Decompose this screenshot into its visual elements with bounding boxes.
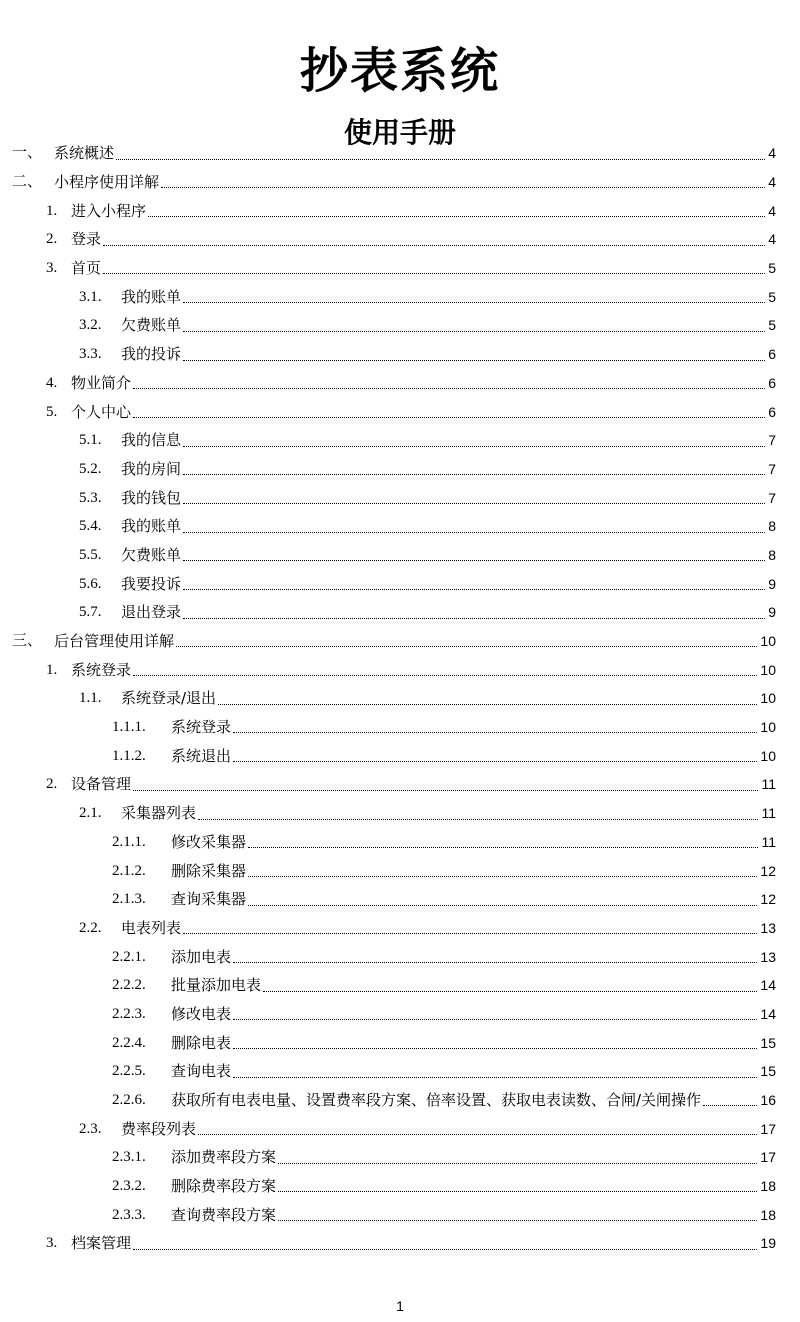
toc-entry-page: 13 xyxy=(760,948,776,965)
toc-entry-label: 系统登录 xyxy=(71,660,132,679)
toc-entry-number: 2.1.3. xyxy=(112,891,146,908)
toc-entry-number: 5.3. xyxy=(79,489,102,506)
toc-entry-page: 11 xyxy=(761,805,776,822)
toc-dot-leader xyxy=(248,905,757,906)
toc-entry-label: 后台管理使用详解 xyxy=(54,632,175,651)
toc-entry[interactable] xyxy=(0,569,800,598)
toc-entry-page: 4 xyxy=(768,145,776,162)
toc-entry[interactable] xyxy=(0,655,800,684)
toc-entry-label: 首页 xyxy=(71,259,102,278)
toc-entry-number: 1.1.1. xyxy=(112,719,146,736)
toc-entry-number: 5. xyxy=(46,403,58,420)
toc-entry-label: 物业简介 xyxy=(71,373,132,392)
document-title: 抄表系统 xyxy=(299,43,500,100)
toc-dot-leader xyxy=(233,1019,757,1020)
toc-entry-number: 一、 xyxy=(12,145,43,162)
toc-entry-label: 添加费率段方案 xyxy=(171,1148,277,1167)
toc-entry[interactable] xyxy=(0,340,800,369)
toc-dot-leader xyxy=(103,245,765,246)
toc-entry-page: 4 xyxy=(768,231,776,248)
toc-dot-leader xyxy=(183,589,765,590)
toc-dot-leader xyxy=(198,819,758,820)
toc-entry-number: 5.6. xyxy=(79,575,102,592)
toc-entry-label: 退出登录 xyxy=(121,603,182,622)
toc-entry-page: 7 xyxy=(768,489,776,506)
toc-entry-page: 10 xyxy=(760,661,776,678)
toc-entry[interactable] xyxy=(0,139,800,168)
toc-dot-leader xyxy=(161,187,765,188)
toc-entry-page: 12 xyxy=(760,891,776,908)
toc-entry-number: 2.1.1. xyxy=(112,833,146,850)
toc-dot-leader xyxy=(198,1134,757,1135)
toc-dot-leader xyxy=(133,675,757,676)
toc-entry[interactable] xyxy=(0,770,800,799)
toc-entry-number: 5.7. xyxy=(79,604,102,621)
toc-entry-number: 三、 xyxy=(12,633,43,650)
toc-entry-number: 4. xyxy=(46,374,58,391)
toc-entry[interactable] xyxy=(0,254,800,283)
toc-dot-leader xyxy=(278,1191,757,1192)
toc-entry-page: 4 xyxy=(768,202,776,219)
toc-entry-page: 8 xyxy=(768,518,776,535)
toc-entry[interactable] xyxy=(0,369,800,398)
toc-entry-label: 我的账单 xyxy=(121,517,182,536)
toc-entry-number: 5.2. xyxy=(79,460,102,477)
toc-dot-leader xyxy=(176,646,757,647)
toc-entry-page: 6 xyxy=(768,403,776,420)
toc-entry[interactable] xyxy=(0,942,800,971)
toc-entry-page: 15 xyxy=(760,1034,776,1051)
toc-entry-label: 个人中心 xyxy=(71,402,132,421)
toc-entry-number: 2.2.4. xyxy=(112,1034,146,1051)
toc-entry[interactable] xyxy=(0,455,800,484)
toc-entry-page: 7 xyxy=(768,460,776,477)
toc-entry-page: 19 xyxy=(760,1235,776,1252)
toc-entry[interactable] xyxy=(0,828,800,857)
toc-dot-leader xyxy=(183,560,765,561)
toc-entry-number: 1.1.2. xyxy=(112,747,146,764)
toc-entry-page: 11 xyxy=(761,833,776,850)
toc-entry-page: 18 xyxy=(760,1206,776,1223)
toc-entry[interactable] xyxy=(0,1200,800,1229)
toc-dot-leader xyxy=(233,732,757,733)
toc-entry-label: 系统登录/退出 xyxy=(121,689,217,708)
toc-dot-leader xyxy=(218,704,757,705)
toc-entry-page: 11 xyxy=(761,776,776,793)
toc-entry-page: 9 xyxy=(768,604,776,621)
toc-entry[interactable] xyxy=(0,512,800,541)
toc-dot-leader xyxy=(248,876,757,877)
toc-entry-label: 我的账单 xyxy=(121,287,182,306)
toc-entry-number: 2.1.2. xyxy=(112,862,146,879)
toc-dot-leader xyxy=(703,1105,757,1106)
toc-entry-number: 5.4. xyxy=(79,518,102,535)
toc-entry[interactable] xyxy=(0,1028,800,1057)
toc-entry[interactable] xyxy=(0,1114,800,1143)
toc-entry-label: 查询采集器 xyxy=(171,890,247,909)
toc-entry[interactable] xyxy=(0,856,800,885)
toc-entry-page: 5 xyxy=(768,260,776,277)
toc-entry-page: 6 xyxy=(768,346,776,363)
toc-entry[interactable] xyxy=(0,885,800,914)
toc-entry-page: 10 xyxy=(760,719,776,736)
toc-entry[interactable] xyxy=(0,1057,800,1086)
toc-entry[interactable] xyxy=(0,168,800,197)
toc-entry-label: 系统概述 xyxy=(54,144,115,163)
toc-entry[interactable] xyxy=(0,541,800,570)
toc-dot-leader xyxy=(183,474,765,475)
toc-entry-number: 2.3.1. xyxy=(112,1149,146,1166)
toc-entry-number: 1.1. xyxy=(79,690,102,707)
toc-entry-number: 5.1. xyxy=(79,432,102,449)
toc-dot-leader xyxy=(248,847,758,848)
toc-entry-page: 14 xyxy=(760,977,776,994)
toc-entry-label: 欠费账单 xyxy=(121,545,182,564)
toc-entry-number: 3. xyxy=(46,1235,58,1252)
toc-entry-number: 1. xyxy=(46,661,58,678)
toc-entry[interactable] xyxy=(0,799,800,828)
toc-entry[interactable] xyxy=(0,627,800,656)
toc-entry[interactable] xyxy=(0,196,800,225)
toc-dot-leader xyxy=(183,446,765,447)
table-of-contents xyxy=(0,139,800,1258)
toc-dot-leader xyxy=(183,302,765,303)
toc-entry-number: 2. xyxy=(46,231,58,248)
toc-dot-leader xyxy=(233,962,757,963)
toc-entry-page: 5 xyxy=(768,317,776,334)
toc-entry-label: 删除电表 xyxy=(171,1033,232,1052)
toc-entry-label: 电表列表 xyxy=(121,918,182,937)
toc-dot-leader xyxy=(133,417,765,418)
toc-entry-number: 2.2.5. xyxy=(112,1063,146,1080)
toc-entry-number: 5.5. xyxy=(79,546,102,563)
toc-dot-leader xyxy=(133,388,765,389)
toc-entry-page: 16 xyxy=(760,1092,776,1109)
toc-entry-page: 9 xyxy=(768,575,776,592)
toc-entry-label: 修改电表 xyxy=(171,1004,232,1023)
toc-dot-leader xyxy=(183,331,765,332)
toc-entry-label: 费率段列表 xyxy=(121,1119,197,1138)
toc-entry[interactable] xyxy=(0,914,800,943)
toc-entry[interactable] xyxy=(0,1143,800,1172)
toc-entry-label: 删除采集器 xyxy=(171,861,247,880)
toc-entry-page: 15 xyxy=(760,1063,776,1080)
toc-entry-page: 10 xyxy=(760,747,776,764)
toc-dot-leader xyxy=(183,532,765,533)
toc-entry-label: 获取所有电表电量、设置费率段方案、倍率设置、获取电表读数、合闸/关闸操作 xyxy=(171,1091,702,1110)
toc-entry-page: 17 xyxy=(760,1149,776,1166)
toc-entry[interactable] xyxy=(0,483,800,512)
toc-entry[interactable] xyxy=(0,1229,800,1258)
toc-entry-page: 14 xyxy=(760,1005,776,1022)
toc-entry[interactable] xyxy=(0,1086,800,1115)
toc-entry-label: 我的信息 xyxy=(121,431,182,450)
toc-entry-label: 添加电表 xyxy=(171,947,232,966)
toc-entry-number: 2.2.1. xyxy=(112,948,146,965)
toc-entry-number: 2.2.3. xyxy=(112,1005,146,1022)
toc-dot-leader xyxy=(183,618,765,619)
toc-entry-label: 批量添加电表 xyxy=(171,976,262,995)
toc-entry[interactable] xyxy=(0,741,800,770)
toc-entry-number: 2. xyxy=(46,776,58,793)
toc-entry-number: 1. xyxy=(46,202,58,219)
toc-entry[interactable] xyxy=(0,397,800,426)
toc-entry-number: 3. xyxy=(46,260,58,277)
toc-entry-label: 删除费率段方案 xyxy=(171,1177,277,1196)
toc-dot-leader xyxy=(148,216,765,217)
toc-entry-label: 系统登录 xyxy=(171,718,232,737)
toc-entry-number: 2.2.6. xyxy=(112,1092,146,1109)
toc-entry-number: 3.2. xyxy=(79,317,102,334)
toc-entry[interactable] xyxy=(0,713,800,742)
toc-entry-label: 我的投诉 xyxy=(121,345,182,364)
toc-entry[interactable] xyxy=(0,1172,800,1201)
toc-entry-page: 10 xyxy=(760,633,776,650)
toc-entry[interactable] xyxy=(0,282,800,311)
toc-entry-label: 我要投诉 xyxy=(121,574,182,593)
toc-entry[interactable] xyxy=(0,598,800,627)
toc-entry[interactable] xyxy=(0,971,800,1000)
toc-entry-page: 18 xyxy=(760,1178,776,1195)
toc-entry-page: 10 xyxy=(760,690,776,707)
toc-dot-leader xyxy=(278,1220,757,1221)
toc-dot-leader xyxy=(233,1077,757,1078)
toc-dot-leader xyxy=(278,1163,757,1164)
toc-entry-number: 3.3. xyxy=(79,346,102,363)
toc-entry-label: 系统退出 xyxy=(171,746,232,765)
toc-dot-leader xyxy=(183,933,757,934)
toc-entry-number: 2.3. xyxy=(79,1120,102,1137)
toc-entry-page: 7 xyxy=(768,432,776,449)
toc-dot-leader xyxy=(133,1249,757,1250)
toc-dot-leader xyxy=(233,1048,757,1049)
toc-entry-number: 2.2.2. xyxy=(112,977,146,994)
toc-entry-label: 进入小程序 xyxy=(71,201,147,220)
toc-entry-page: 12 xyxy=(760,862,776,879)
toc-entry-page: 6 xyxy=(768,374,776,391)
toc-entry-label: 小程序使用详解 xyxy=(54,173,160,192)
toc-entry-label: 查询费率段方案 xyxy=(171,1205,277,1224)
toc-entry[interactable] xyxy=(0,225,800,254)
toc-dot-leader xyxy=(183,360,765,361)
toc-entry-page: 8 xyxy=(768,546,776,563)
toc-entry[interactable] xyxy=(0,684,800,713)
toc-dot-leader xyxy=(263,991,757,992)
toc-entry-page: 4 xyxy=(768,174,776,191)
toc-entry-number: 2.2. xyxy=(79,919,102,936)
toc-entry-label: 设备管理 xyxy=(71,775,132,794)
toc-entry-label: 登录 xyxy=(71,230,102,249)
toc-entry-label: 采集器列表 xyxy=(121,804,197,823)
toc-entry-number: 2.3.2. xyxy=(112,1178,146,1195)
toc-entry-label: 查询电表 xyxy=(171,1062,232,1081)
toc-entry-number: 2.3.3. xyxy=(112,1206,146,1223)
toc-entry[interactable] xyxy=(0,426,800,455)
toc-entry-label: 档案管理 xyxy=(71,1234,132,1253)
toc-dot-leader xyxy=(133,790,758,791)
toc-entry-label: 我的钱包 xyxy=(121,488,182,507)
document-subtitle: 使用手册 xyxy=(343,116,456,150)
toc-entry[interactable] xyxy=(0,1000,800,1029)
toc-entry-number: 二、 xyxy=(12,174,43,191)
toc-dot-leader xyxy=(103,273,765,274)
toc-entry-label: 我的房间 xyxy=(121,459,182,478)
toc-entry-page: 5 xyxy=(768,288,776,305)
toc-entry-page: 13 xyxy=(760,919,776,936)
toc-dot-leader xyxy=(233,761,757,762)
page-number: 1 xyxy=(396,1298,404,1314)
toc-entry-number: 2.1. xyxy=(79,805,102,822)
toc-entry-label: 修改采集器 xyxy=(171,832,247,851)
toc-dot-leader xyxy=(183,503,765,504)
toc-entry-label: 欠费账单 xyxy=(121,316,182,335)
toc-entry[interactable] xyxy=(0,311,800,340)
toc-entry-number: 3.1. xyxy=(79,288,102,305)
toc-dot-leader xyxy=(116,159,765,160)
toc-entry-page: 17 xyxy=(760,1120,776,1137)
